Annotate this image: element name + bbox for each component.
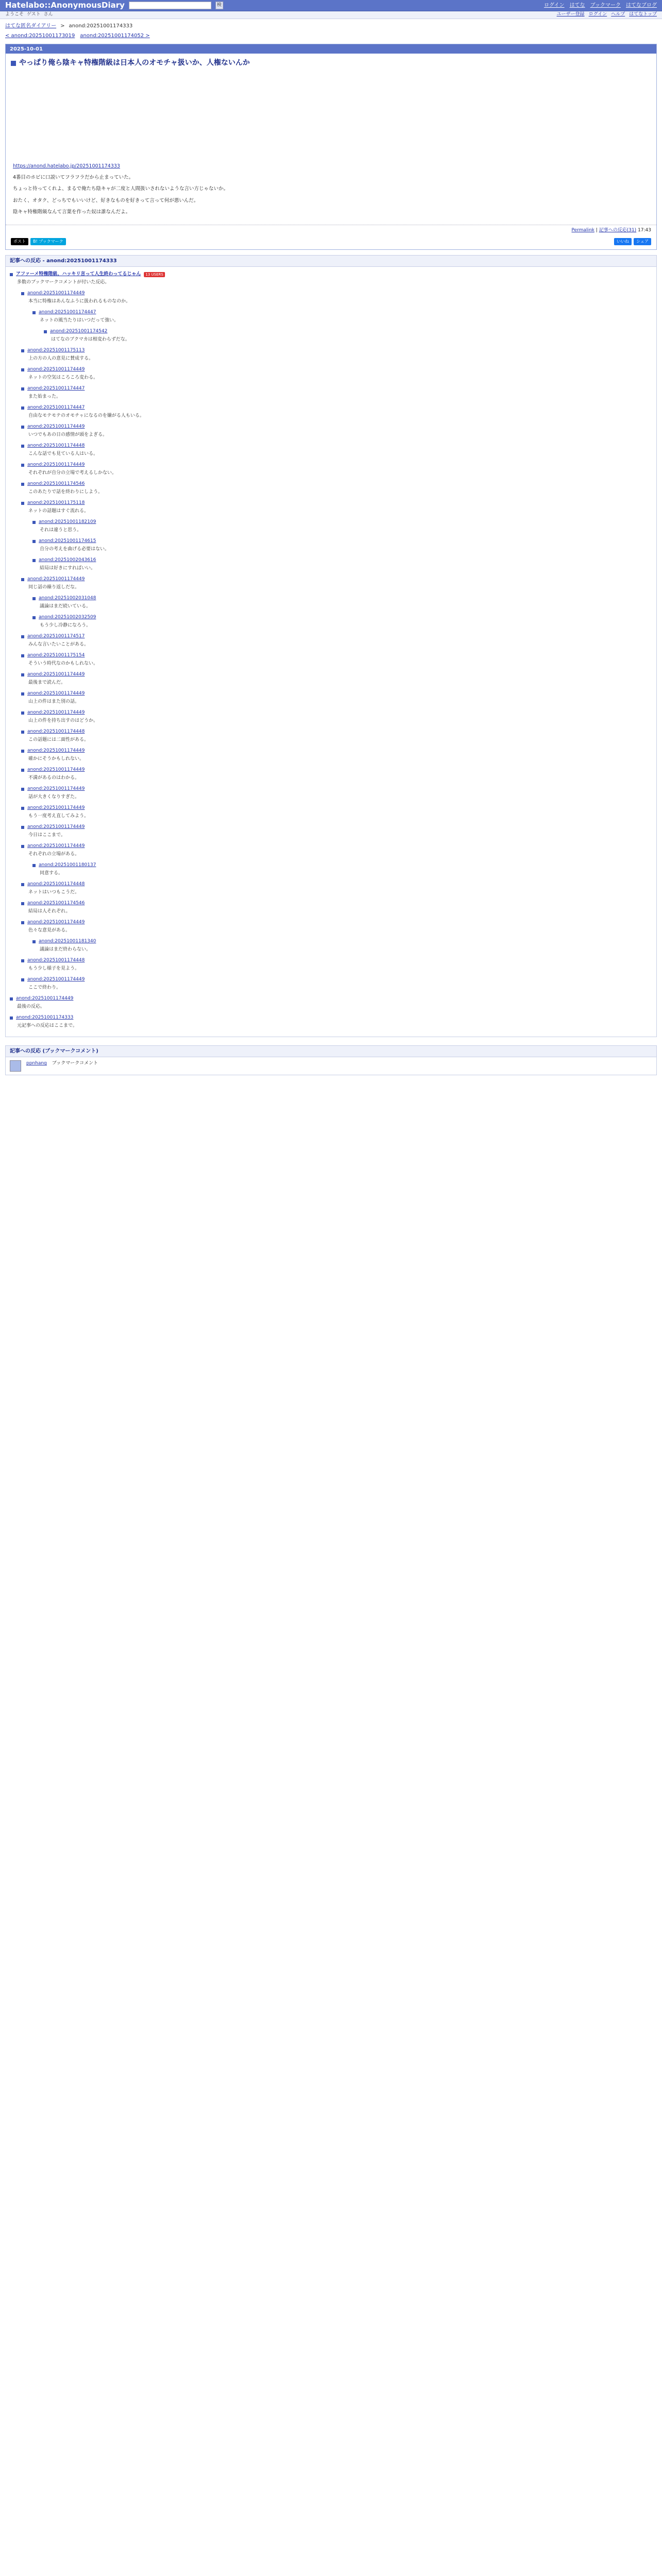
comment-body: 山上の件を持ち出すのはどうか。 — [28, 718, 98, 723]
nav-hatena[interactable]: はてな — [569, 3, 585, 8]
comment-body: また始まった。 — [28, 394, 61, 399]
comment-item — [32, 862, 652, 879]
comment-link[interactable]: anond:20251001174448 — [27, 958, 85, 963]
bullet-icon — [21, 902, 24, 905]
like-button[interactable]: いいね — [614, 238, 632, 245]
hatena-top-link[interactable]: はてなトップ — [629, 12, 657, 18]
comment-item — [21, 900, 652, 917]
bookmark-button[interactable]: B! ブックマーク — [30, 238, 66, 245]
comment-link[interactable]: anond:20251001174615 — [39, 538, 96, 544]
comment-link[interactable]: anond:20251002043616 — [39, 557, 96, 563]
comment-item — [21, 786, 652, 803]
comment-item — [21, 709, 652, 726]
comment-item — [21, 843, 652, 860]
post-paragraph: おたく、オタク、どっちでもいいけど、好きなものを好きって言って何が悪いんだ。 — [13, 197, 199, 204]
nav-bookmark[interactable]: ブックマーク — [590, 3, 621, 8]
comment-body: そういう時代なのかもしれない。 — [28, 660, 98, 666]
comment-link[interactable]: anond:20251001174449 — [27, 291, 85, 296]
bullet-icon — [21, 788, 24, 791]
post-paragraph: 4番目のホビに口説いてフラフラだから止まっていた。 — [13, 175, 134, 181]
bullet-icon — [21, 959, 24, 962]
comment-body: このあたりで話を終わりにしよう。 — [28, 489, 103, 495]
comment-head — [32, 519, 652, 526]
comment-link[interactable]: anond:20251001174449 — [27, 824, 85, 830]
comment-link[interactable]: anond:20251001174448 — [27, 882, 85, 887]
comment-head — [21, 900, 652, 907]
comment-link[interactable]: anond:20251001174448 — [27, 443, 85, 449]
comment-item — [32, 595, 652, 612]
bottom-user[interactable]: ppnhang — [26, 1061, 47, 1066]
bullet-icon — [21, 978, 24, 981]
comment-head — [21, 805, 652, 812]
next-link[interactable]: anond:20251001174052 > — [80, 33, 150, 39]
comment-item — [32, 557, 652, 574]
comment-body: もう少し様子を見よう。 — [28, 965, 80, 971]
comment-item — [21, 919, 652, 936]
bullet-icon — [10, 997, 13, 1001]
comment-head — [21, 481, 652, 488]
comment-item — [21, 633, 652, 650]
reactions-link[interactable]: 記事への反応(31) — [599, 227, 637, 233]
comment-link[interactable]: anond:20251001174449 — [27, 424, 85, 430]
comment-head — [21, 728, 652, 736]
comment-item — [21, 576, 652, 593]
comment-link[interactable]: anond:20251001174449 — [16, 996, 74, 1002]
breadcrumb-sep: > — [60, 23, 65, 29]
comment-head — [44, 328, 652, 335]
comment-item — [21, 957, 652, 974]
comment-item — [21, 881, 652, 898]
comment-item — [21, 690, 652, 707]
comment-head — [21, 919, 652, 926]
bullet-icon — [21, 578, 24, 581]
comment-link[interactable]: anond:20251001174542 — [50, 329, 108, 334]
ad-space — [6, 72, 656, 159]
comment-body: 同意する。 — [40, 870, 63, 876]
comment-body: ネットの風当たりはいつだって強い。 — [40, 317, 119, 323]
comment-body: ここで終わり。 — [28, 985, 61, 990]
comment-link[interactable]: anond:20251001174449 — [27, 672, 85, 677]
bullet-icon — [21, 502, 24, 505]
comment-head — [21, 462, 652, 469]
post-link[interactable]: https://anond.hatelabo.jp/20251001174333 — [13, 163, 120, 169]
comment-body: それぞれが自分の立場で考えるしかない。 — [28, 470, 117, 476]
comment-link[interactable]: anond:20251001174449 — [27, 977, 85, 982]
comment-head — [21, 786, 652, 793]
comment-item — [21, 976, 652, 993]
comments-header: 記事への反応 - anond:20251001174333 — [5, 255, 657, 267]
comment-link[interactable]: anond:20251001174449 — [27, 577, 85, 582]
comment-item — [21, 404, 652, 421]
comment-item — [21, 290, 652, 307]
comment-body: 今日はここまで。 — [28, 832, 65, 838]
comment-body: 結局は好きにすればいい。 — [40, 565, 96, 571]
comment-link[interactable]: anond:20251001174447 — [27, 405, 85, 411]
comment-head — [10, 271, 652, 278]
comment-body: 最後の反応。 — [17, 1004, 45, 1009]
bullet-icon — [21, 750, 24, 753]
bullet-icon — [21, 673, 24, 676]
comment-link[interactable]: アファーメ特権階級、ハッキリ言って人生終わってるじゃん — [16, 272, 141, 277]
comment-body: こんな話でも見ている人はいる。 — [28, 451, 98, 456]
comment-item — [21, 728, 652, 745]
bullet-icon — [32, 616, 36, 619]
comment-link[interactable]: anond:20251001174333 — [16, 1015, 74, 1021]
bullet-icon — [21, 654, 24, 657]
post-date: 2025-10-01 — [6, 44, 656, 54]
bullet-icon — [21, 349, 24, 352]
post-paragraph: ちょっと待ってくれよ、まるで俺たち陰キャが二度と人間扱いされないような言い方じゃないか。 — [13, 186, 228, 192]
guest-text: ゲスト — [27, 12, 41, 18]
welcome-text: ようこそ — [5, 12, 24, 18]
bullet-icon — [32, 940, 36, 943]
bottom-header: 記事への反応 (ブックマークコメント) — [5, 1045, 657, 1057]
comment-link[interactable]: anond:20251001174449 — [27, 691, 85, 697]
comment-link[interactable]: anond:20251001180137 — [39, 862, 96, 868]
share-row — [6, 236, 656, 249]
comment-item — [21, 481, 652, 498]
comment-item — [32, 538, 652, 555]
comment-body: もう少し冷静になろう。 — [40, 622, 91, 628]
comment-head — [21, 843, 652, 850]
comment-body: 色々な意見がある。 — [28, 927, 71, 933]
avatar — [10, 1060, 21, 1072]
comment-body: 上の方の人の意見に賛成する。 — [28, 355, 94, 361]
comment-item — [10, 995, 652, 1012]
users-badge[interactable]: 13 USERS — [144, 272, 164, 278]
post-title[interactable]: やっぱり俺ら陰キャ特権階級は日本人のオモチャ扱いか、人権ないんか — [19, 59, 250, 67]
comment-head — [21, 290, 652, 297]
bullet-icon — [21, 368, 24, 371]
comment-link[interactable]: anond:20251001175154 — [27, 653, 85, 658]
comment-item — [21, 443, 652, 460]
comment-link[interactable]: anond:20251001174449 — [27, 786, 85, 792]
comment-link[interactable]: anond:20251001174517 — [27, 634, 85, 639]
comment-head — [21, 767, 652, 774]
comment-link[interactable]: anond:20251001174447 — [27, 386, 85, 392]
comment-item — [10, 271, 652, 288]
bullet-icon — [10, 1016, 13, 1020]
bullet-icon — [21, 769, 24, 772]
sub-bar — [0, 11, 662, 19]
nav-login[interactable]: ログイン — [544, 3, 565, 8]
comment-head — [32, 614, 652, 621]
comment-head — [21, 576, 652, 583]
comment-item — [21, 423, 652, 440]
bullet-icon — [21, 845, 24, 848]
comment-head — [21, 633, 652, 640]
post-footer: Permalink | 記事への反応(31) 17:43 — [6, 225, 656, 236]
breadcrumb-top[interactable]: はてな匿名ダイアリー — [5, 23, 57, 29]
comment-head — [21, 385, 652, 393]
bottom-text: ブックマークコメント — [52, 1061, 98, 1066]
comment-link[interactable]: anond:20251001175113 — [27, 348, 85, 353]
comment-head — [21, 423, 652, 431]
comment-link[interactable]: anond:20251001174449 — [27, 462, 85, 468]
post — [5, 44, 657, 250]
comment-item — [32, 614, 652, 631]
comment-head — [32, 557, 652, 564]
comment-head — [21, 709, 652, 717]
comment-head — [21, 500, 652, 507]
comment-body: 結局は人それぞれ。 — [28, 908, 71, 914]
comment-body: 不満があるのはわかる。 — [28, 775, 80, 781]
permalink[interactable]: Permalink — [571, 227, 594, 233]
comment-link[interactable]: anond:20251001174449 — [27, 767, 85, 773]
comment-body: いつでもあの日の感情が頭をよぎる。 — [28, 432, 108, 437]
comment-head — [32, 862, 652, 869]
post-body — [6, 159, 656, 225]
bullet-icon — [21, 826, 24, 829]
comment-head — [32, 309, 652, 316]
bullet-icon — [21, 921, 24, 924]
comment-head — [21, 748, 652, 755]
comment-body: もう一度考え直してみよう。 — [28, 813, 89, 819]
bullet-icon — [21, 464, 24, 467]
comment-body: それぞれの立場がある。 — [28, 851, 80, 857]
comment-body: 議論はまだ終わらない。 — [40, 946, 91, 952]
comment-link[interactable]: anond:20251001174449 — [27, 367, 85, 372]
comment-item — [21, 805, 652, 822]
comment-head — [32, 595, 652, 602]
bottom-row — [5, 1057, 657, 1075]
comment-item — [10, 1014, 652, 1031]
help-link[interactable]: ヘルプ — [611, 12, 625, 18]
comment-head — [10, 995, 652, 1003]
bullet-icon — [21, 426, 24, 429]
nav-blog[interactable]: はてなブログ — [626, 3, 657, 8]
comment-body: 山上の件はまた別の話。 — [28, 699, 80, 704]
comment-body: 同じ話の繰り返しだな。 — [28, 584, 80, 590]
comment-item — [44, 328, 652, 345]
bullet-icon — [21, 387, 24, 391]
comment-item — [32, 938, 652, 955]
bullet-icon — [32, 864, 36, 867]
share-button[interactable]: シェア — [634, 238, 651, 245]
comment-body: ネットはいつもこうだ。 — [28, 889, 80, 895]
comment-body: それは違うと思う。 — [40, 527, 82, 533]
comment-body: 話が大きくなりすぎた。 — [28, 794, 80, 800]
bullet-icon — [10, 273, 13, 276]
bullet-icon — [21, 807, 24, 810]
comment-body: 自由なモテモテのオモチャになるのを嫌がる人もいる。 — [28, 413, 144, 418]
comment-head — [21, 443, 652, 450]
bullet-icon — [44, 330, 47, 333]
comment-link[interactable]: anond:20251001174447 — [39, 310, 96, 315]
comment-item — [21, 500, 652, 517]
bullet-icon — [21, 711, 24, 715]
comment-head — [21, 347, 652, 354]
comment-item — [21, 366, 652, 383]
comment-link[interactable]: anond:20251001174546 — [27, 481, 85, 487]
login-link[interactable]: ログイン — [588, 12, 607, 18]
post-time: 17:43 — [638, 227, 651, 233]
comment-link[interactable]: anond:20251001174448 — [27, 729, 85, 735]
tweet-button[interactable]: ポスト — [11, 238, 28, 245]
bullet-icon — [21, 635, 24, 638]
search-button[interactable]: 検 — [216, 2, 223, 9]
comment-link[interactable]: anond:20251001174449 — [27, 805, 85, 811]
comments-list — [5, 267, 657, 1037]
comment-link[interactable]: anond:20251001182109 — [39, 519, 96, 525]
comment-link[interactable]: anond:20251001175118 — [27, 500, 85, 506]
top-nav — [544, 2, 657, 9]
site-logo[interactable]: Hatelabo::AnonymousDiary — [5, 1, 125, 10]
comment-item — [21, 824, 652, 841]
bullet-icon — [32, 521, 36, 524]
square-bullet-icon — [11, 61, 16, 66]
comment-link[interactable]: anond:20251001174546 — [27, 901, 85, 906]
subbar-links — [557, 11, 657, 19]
pager — [0, 31, 662, 44]
bullet-icon — [21, 406, 24, 410]
comment-body: みんな言いたいことがある。 — [28, 641, 89, 647]
comment-item — [21, 671, 652, 688]
comment-body: 自分の考えを曲げる必要はない。 — [40, 546, 110, 552]
comment-link[interactable]: anond:20251001174449 — [27, 710, 85, 716]
bullet-icon — [32, 597, 36, 600]
san-text: さん — [43, 12, 53, 18]
bullet-icon — [32, 311, 36, 314]
comment-body: はてなのブクマカは相変わらずだな。 — [51, 336, 130, 342]
comment-link[interactable]: anond:20251001174449 — [27, 843, 85, 849]
comment-link[interactable]: anond:20251001174449 — [27, 920, 85, 925]
comment-item — [21, 385, 652, 402]
comment-body: 本当に特権はあんなふうに扱われるものなのか。 — [28, 298, 131, 304]
bullet-icon — [21, 445, 24, 448]
comment-item — [21, 767, 652, 784]
register-link[interactable]: ユーザー登録 — [556, 12, 585, 18]
comment-head — [21, 671, 652, 679]
comment-head — [32, 938, 652, 945]
comment-head — [21, 881, 652, 888]
comment-item — [21, 347, 652, 364]
bullet-icon — [21, 731, 24, 734]
comment-item — [21, 462, 652, 479]
comment-link[interactable]: anond:20251001181340 — [39, 939, 96, 944]
comment-head — [21, 957, 652, 964]
prev-link[interactable]: < anond:20251001173019 — [5, 33, 75, 39]
comment-link[interactable]: anond:20251002031048 — [39, 596, 96, 601]
bullet-icon — [21, 692, 24, 696]
bullet-icon — [32, 559, 36, 562]
comment-head — [21, 366, 652, 374]
comment-body: この話題には二面性がある。 — [28, 737, 89, 742]
top-bar — [0, 0, 662, 11]
breadcrumb — [0, 19, 662, 31]
post-title-row — [6, 54, 656, 72]
comment-body: 最後まで読んだ。 — [28, 680, 66, 685]
comment-item — [32, 519, 652, 536]
comment-head — [32, 538, 652, 545]
comment-body: 確かにそうかもしれない。 — [28, 756, 85, 761]
comment-item — [32, 309, 652, 326]
comment-body: ネットの話題はすぐ流れる。 — [28, 508, 89, 514]
comment-body: 元記事への反応はここまで。 — [17, 1023, 77, 1028]
comment-head — [21, 690, 652, 698]
comment-body: ネットの空気はころころ変わる。 — [28, 375, 98, 380]
comment-body: 議論はまだ続いている。 — [40, 603, 91, 609]
bullet-icon — [21, 883, 24, 886]
comment-item — [21, 748, 652, 765]
bullet-icon — [21, 292, 24, 295]
comment-head — [21, 824, 652, 831]
comment-head — [21, 404, 652, 412]
comment-item — [21, 652, 652, 669]
comment-body: 多数のブックマークコメントが付いた反応。 — [17, 279, 110, 285]
bullet-icon — [21, 483, 24, 486]
comment-link[interactable]: anond:20251001174449 — [27, 748, 85, 754]
breadcrumb-current: anond:20251001174333 — [69, 23, 133, 29]
comment-head — [10, 1014, 652, 1022]
post-paragraph: 陰キャ特権階級なんて言葉を作った奴は誰なんだよ。 — [13, 209, 131, 215]
comment-head — [21, 976, 652, 984]
comment-head — [21, 652, 652, 659]
comment-link[interactable]: anond:20251002032509 — [39, 615, 96, 620]
search-input[interactable] — [129, 2, 211, 9]
bullet-icon — [32, 540, 36, 543]
